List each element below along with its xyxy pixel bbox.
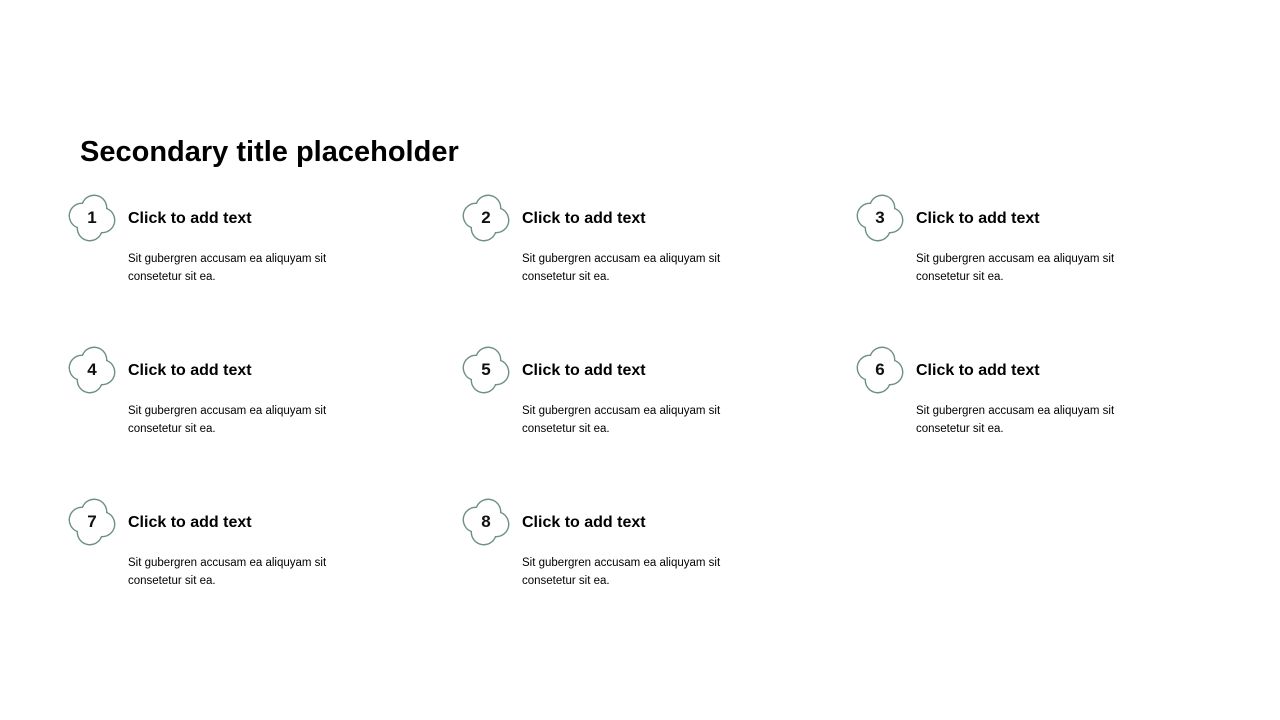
step-text-block <box>522 498 760 590</box>
step-text-block <box>128 498 366 590</box>
step-body[interactable]: Sit gubergren accusam ea aliquyam sit consetetur sit ea. <box>128 253 327 283</box>
step-text-block <box>128 346 366 438</box>
step-number-badge <box>68 346 116 394</box>
step-body[interactable]: Sit gubergren accusam ea aliquyam sit consetetur sit ea. <box>128 557 327 587</box>
step-heading[interactable]: Click to add text <box>128 514 252 531</box>
steps-grid <box>68 194 1250 650</box>
step-number: 1 <box>87 208 97 227</box>
step-number: 3 <box>875 208 885 227</box>
step-number-badge <box>68 194 116 242</box>
step-heading[interactable]: Click to add text <box>916 362 1040 379</box>
step-number-badge <box>856 346 904 394</box>
step-body[interactable]: Sit gubergren accusam ea aliquyam sit consetetur sit ea. <box>522 405 721 435</box>
step-number-badge <box>68 498 116 546</box>
step-heading[interactable]: Click to add text <box>522 514 646 531</box>
step-number-badge <box>462 498 510 546</box>
step-heading[interactable]: Click to add text <box>522 362 646 379</box>
step-item-6 <box>856 346 1250 498</box>
step-item-8 <box>462 498 856 650</box>
step-heading[interactable]: Click to add text <box>128 362 252 379</box>
step-item-2 <box>462 194 856 346</box>
step-text-block <box>916 194 1154 286</box>
step-text-block <box>522 194 760 286</box>
step-number: 7 <box>87 512 97 531</box>
step-number-badge <box>462 194 510 242</box>
step-body[interactable]: Sit gubergren accusam ea aliquyam sit consetetur sit ea. <box>916 405 1115 435</box>
step-item-3 <box>856 194 1250 346</box>
step-body[interactable]: Sit gubergren accusam ea aliquyam sit consetetur sit ea. <box>522 253 721 283</box>
step-text-block <box>522 346 760 438</box>
step-number: 5 <box>481 360 491 379</box>
step-item-4 <box>68 346 462 498</box>
step-text-block <box>916 346 1154 438</box>
step-body[interactable]: Sit gubergren accusam ea aliquyam sit consetetur sit ea. <box>916 253 1115 283</box>
step-number: 8 <box>481 512 491 531</box>
step-heading[interactable]: Click to add text <box>522 210 646 227</box>
step-heading[interactable]: Click to add text <box>916 210 1040 227</box>
step-heading[interactable]: Click to add text <box>128 210 252 227</box>
step-body[interactable]: Sit gubergren accusam ea aliquyam sit consetetur sit ea. <box>128 405 327 435</box>
step-item-5 <box>462 346 856 498</box>
step-number: 4 <box>87 360 97 379</box>
step-number: 2 <box>481 208 491 227</box>
step-item-1 <box>68 194 462 346</box>
slide-title[interactable]: Secondary title placeholder <box>80 136 459 168</box>
step-body[interactable]: Sit gubergren accusam ea aliquyam sit consetetur sit ea. <box>522 557 721 587</box>
step-number-badge <box>856 194 904 242</box>
step-number-badge <box>462 346 510 394</box>
step-text-block <box>128 194 366 286</box>
step-number: 6 <box>875 360 885 379</box>
step-item-7 <box>68 498 462 650</box>
